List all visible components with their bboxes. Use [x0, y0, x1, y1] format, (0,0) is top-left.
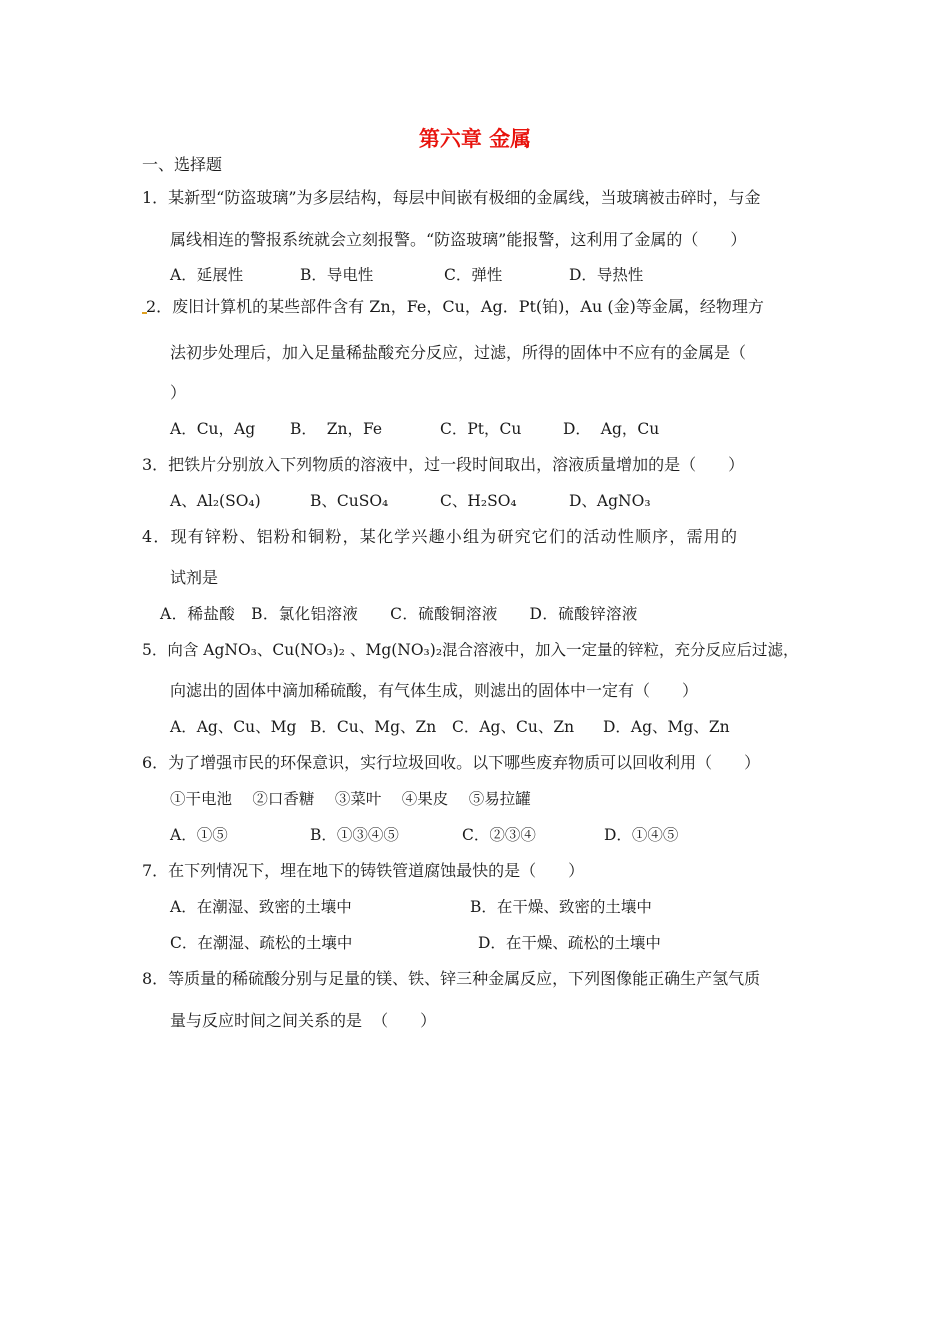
q1-option-b: B．导电性 [300, 266, 374, 284]
q1-stem-line2: 属线相连的警报系统就会立刻报警。“防盗玻璃”能报警，这利用了金属的（ ） [170, 230, 747, 249]
q1-option-d: D．导热性 [569, 266, 644, 284]
q7-option-d: D．在干燥、疏松的土壤中 [478, 934, 661, 952]
q1-option-c: C．弹性 [444, 266, 503, 284]
q3-option-c: C、H₂SO₄ [440, 492, 517, 510]
q5-option-b: B．Cu、Mg、Zn [310, 718, 437, 736]
q2-option-a: A．Cu，Ag [170, 420, 256, 438]
q6-option-c: C．②③④ [462, 826, 536, 844]
q8-stem-line2: 量与反应时间之间关系的是 （ ） [170, 1011, 437, 1030]
q2-stem-line1: 2．废旧计算机的某些部件含有 Zn，Fe，Cu，Ag．Pt(铂)，Au (金)等金属，经物理方 [146, 297, 764, 316]
q1-stem-line1: 1．某新型“防盗玻璃”为多层结构，每层中间嵌有极细的金属线，当玻璃被击碎时，与金 [142, 188, 761, 207]
q4-stem-line2: 试剂是 [170, 568, 219, 587]
q4-stem-line1: 4．现有锌粉、铝粉和铜粉，某化学兴趣小组为研究它们的活动性顺序，需用的 [142, 527, 739, 546]
q5-option-c: C．Ag、Cu、Zn [452, 718, 575, 736]
q2-option-b: B． Zn，Fe [290, 420, 383, 438]
q5-option-d: D．Ag、Mg、Zn [603, 718, 730, 736]
q6-stem-line1: 6．为了增强市民的环保意识，实行垃圾回收。以下哪些废弃物质可以回收利用（ ） [142, 753, 761, 772]
q2-stem-line3: ） [170, 383, 187, 402]
q7-option-b: B．在干燥、致密的土壤中 [470, 898, 652, 916]
q7-stem-line1: 7．在下列情况下，埋在地下的铸铁管道腐蚀最快的是（ ） [142, 861, 585, 880]
q2-stem-line2: 法初步处理后，加入足量稀盐酸充分反应，过滤，所得的固体中不应有的金属是（ [170, 343, 747, 362]
q2-option-c: C．Pt，Cu [440, 420, 522, 438]
q5-option-a: A．Ag、Cu、Mg [170, 718, 297, 736]
q5-stem-line2: 向滤出的固体中滴加稀硫酸，有气体生成，则滤出的固体中一定有（ ） [170, 681, 699, 700]
q3-option-a: A、Al₂(SO₄) [170, 492, 261, 510]
q3-stem-line1: 3．把铁片分别放入下列物质的溶液中，过一段时间取出，溶液质量增加的是（ ） [142, 455, 745, 474]
q4-options: A．稀盐酸 B．氯化铝溶液 C．硫酸铜溶液 D．硫酸锌溶液 [160, 605, 638, 623]
q3-option-b: B、CuSO₄ [310, 492, 389, 510]
q6-option-d: D．①④⑤ [604, 826, 679, 844]
q6-option-b: B．①③④⑤ [310, 826, 399, 844]
q5-stem-line1: 5．向含 AgNO₃、Cu(NO₃)₂ 、Mg(NO₃)₂混合溶液中，加入一定量的锌粒，充分反应后过滤， [142, 641, 799, 659]
q7-option-c: C．在潮湿、疏松的土壤中 [170, 934, 353, 952]
q7-option-a: A．在潮湿、致密的土壤中 [170, 898, 352, 916]
q2-option-d: D． Ag，Cu [563, 420, 660, 438]
page-title: 第六章 金属 [418, 127, 532, 151]
q8-stem-line1: 8．等质量的稀硫酸分别与足量的镁、铁、锌三种金属反应，下列图像能正确生产氢气质 [142, 969, 761, 988]
q6-items: ①干电池 ②口香糖 ③菜叶 ④果皮 ⑤易拉罐 [170, 790, 531, 808]
q6-option-a: A．①⑤ [170, 826, 228, 844]
section-heading: 一、选择题 [142, 155, 223, 174]
q1-option-a: A．延展性 [170, 266, 244, 284]
q3-option-d: D、AgNO₃ [569, 492, 651, 510]
